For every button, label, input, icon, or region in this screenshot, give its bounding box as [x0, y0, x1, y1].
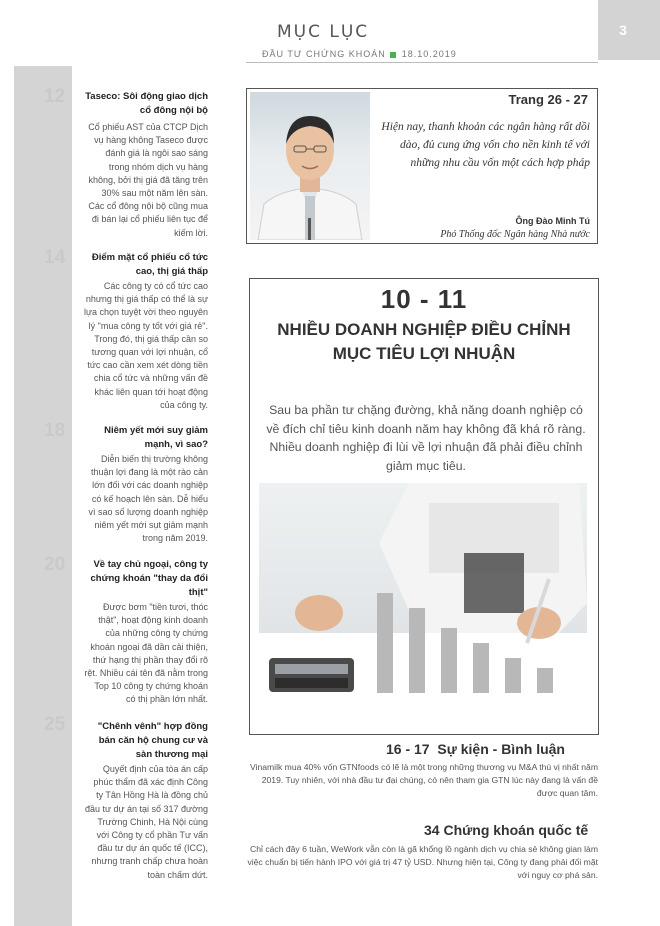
portrait-illustration	[250, 92, 370, 240]
article-heading[interactable]	[386, 741, 565, 757]
toc-page-number: 12	[44, 86, 66, 107]
article-heading[interactable]	[424, 822, 588, 838]
toc-summary: Quyết định của tòa án cấp phúc thẩm đã xác định Công ty Tân Hồng Hà là đồng chủ đầu tư dự án tại số 317 đường Trường Chinh, Hà Nội cùng với Công ty cổ phần Tư vấn đầu tư dự án quốc tế (ICC), nhưng tranh chấp chưa hoàn toàn chấm dứt.	[84, 764, 208, 880]
article-section: Chứng khoán quốc tế	[443, 822, 589, 838]
article-section: Sự kiện - Bình luận	[437, 741, 565, 757]
feature-lead: Sau ba phần tư chặng đường, khả năng doanh nghiệp có về đích chỉ tiêu kinh doanh năm hay không đã khá rõ ràng. Nhiều doanh nghiệp đi lùi về lợi nhuận đã phải điều chỉnh giảm mục tiêu.	[266, 403, 586, 473]
quote-speaker: Ông Đào Minh Tú	[515, 216, 590, 226]
toc-summary: Diễn biến thị trường không thuận lợi đang là một rào cản lớn đối với các doanh nghiệp có kế hoạch lên sàn. Dễ hiểu vì sao số lượng doanh nghiệp niêm yết mới sụt giảm mạnh trong năm 2019.	[88, 454, 208, 544]
page-number: 3	[619, 22, 627, 38]
feature-photo	[259, 483, 587, 719]
publication-line	[262, 49, 457, 59]
toc-summary: Các công ty có cổ tức cao nhưng thị giá thấp có thể là sự lựa chọn tuyệt vời theo nguyên lý "mua công ty tốt với giá rẻ". Trong đó, thị giá thấp cần so tương quan với lợi nhuận, cổ tức cao cần xem xét dòng tiền chia cổ tức và những vấn đề khác liên quan tới hoạt động của công ty.	[84, 281, 209, 410]
toc-page-number: 18	[44, 420, 66, 441]
toc-summary: Được bơm "tiền tươi, thóc thật", hoạt động kinh doanh của những công ty chứng khoán ngoại đã dần cải thiện, thứ hạng thị phần thay đổi rõ rệt. Nhiều cái tên đã nằm trong Top 10 công ty chứng khoán có thị phần lớn nhất.	[84, 602, 208, 705]
toc-page-number: 20	[44, 554, 66, 575]
coins-calculator-illustration	[259, 483, 587, 719]
article-summary: Chỉ cách đây 6 tuần, WeWork vẫn còn là gã khổng lồ ngành dịch vụ chia sẻ không gian làm việc chuẩn bị tiến hành IPO với giá trị 47 tỷ USD. Nhưng hiện tại, Công ty đang phải đối mặt với nguy cơ phá sản.	[247, 844, 598, 880]
quote-text: Hiện nay, thanh khoản các ngân hàng rất dồi dào, đủ cung ứng vốn cho nền kinh tế với những nhu cầu vốn một cách hợp pháp	[381, 121, 590, 169]
toc-summary: Cổ phiếu AST của CTCP Dịch vụ hàng không Taseco được đánh giá là ngôi sao sáng trong nhóm dịch vụ hàng không, bởi thị giá đã tăng trên 30% sau một năm lên sàn. Các cổ đông nội bộ cũng mua đi bán lại cổ phiếu liên tục để kiếm lời.	[88, 122, 208, 238]
toc-title: Về tay chủ ngoại, công ty chứng khoán "thay da đổi thịt"	[90, 559, 208, 598]
toc-page-number: 25	[44, 714, 66, 735]
square-bullet-icon	[390, 52, 396, 58]
article-pages: 16 - 17	[386, 741, 430, 757]
header-divider	[246, 62, 598, 63]
feature-headline[interactable]: NHIỀU DOANH NGHIỆP ĐIỀU CHỈNH MỤC TIÊU LỢI NHUẬN	[277, 320, 571, 363]
publication-name: ĐẦU TƯ CHỨNG KHOÁN	[262, 49, 386, 59]
toc-page-number: 14	[44, 247, 66, 268]
portrait-photo	[250, 92, 370, 240]
toc-title: Niêm yết mới suy giảm mạnh, vì sao?	[104, 425, 208, 450]
quote-speaker-role: Phó Thống đốc Ngân hàng Nhà nước	[440, 229, 590, 240]
toc-title: Điểm mặt cổ phiếu cổ tức cao, thị giá thấp	[91, 252, 208, 277]
toc-title: Taseco: Sôi động giao dịch cổ đông nội bộ	[85, 91, 208, 116]
toc-title: "Chênh vênh" hợp đồng bán căn hộ chung cư và sàn thương mại	[97, 721, 208, 760]
sidebar-bar	[14, 66, 72, 926]
section-title: MỤC LỤC	[277, 22, 370, 42]
feature-pages: 10 - 11	[380, 284, 468, 314]
article-summary: Vinamilk mua 40% vốn GTNfoods có lẽ là một trong những thương vụ M&A thú vị nhất năm 2019. Tuy nhiên, với nhà đầu tư đại chúng, có nên tham gia GTN lúc này đang là vấn đề được quan tâm.	[249, 762, 598, 798]
quote-pages: Trang 26 - 27	[508, 92, 588, 107]
article-pages: 34	[424, 822, 440, 838]
issue-date: 18.10.2019	[401, 49, 457, 59]
